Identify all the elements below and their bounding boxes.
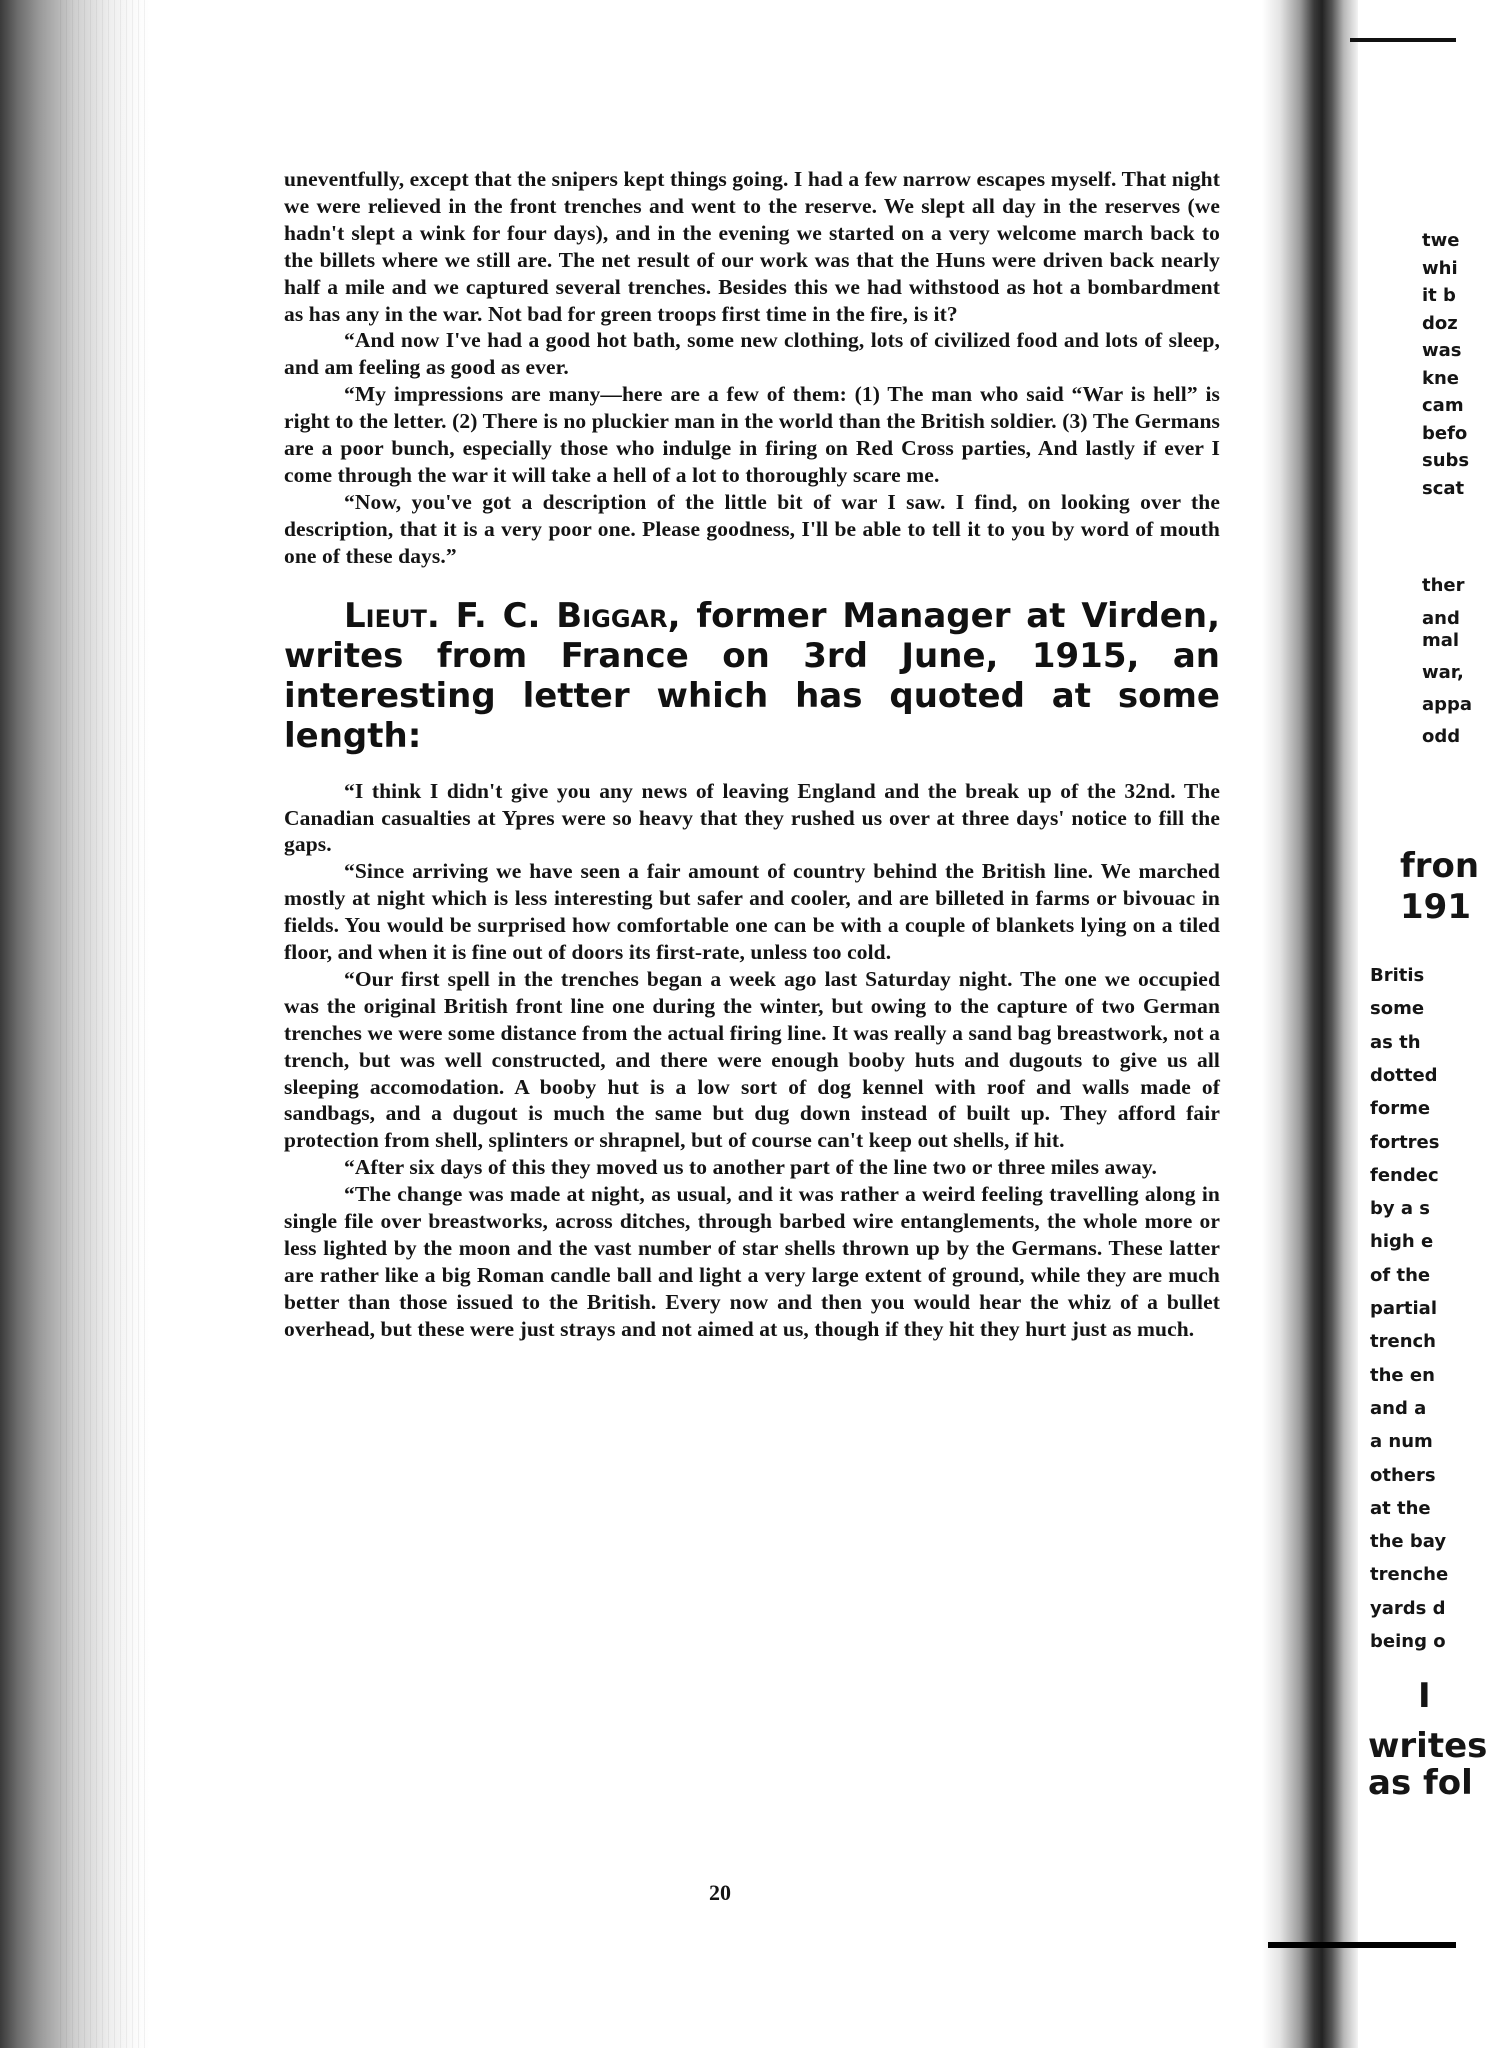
paragraph: “I think I didn't give you any news of leaving England and the break up of the 32nd. The Canadian casualties at Ypres were so heavy that they rushed us over at three days' notice to fill the gaps.	[284, 778, 1220, 857]
page-number: 20	[709, 1880, 731, 1905]
paragraph: “And now I've had a good hot bath, some new clothing, lots of civilized food and lots of sleep, and am feeling as good as ever.	[284, 328, 1220, 380]
right-page-fragment: as fol	[1368, 1763, 1473, 1803]
right-page-fragment: cam	[1422, 395, 1464, 416]
book-gutter-shadow	[1262, 0, 1362, 2048]
right-page-fragment: I	[1418, 1676, 1431, 1716]
right-page-fragment: being o	[1370, 1631, 1446, 1652]
heading-name: Lieut. F. C. Biggar,	[344, 595, 681, 636]
right-page-fragment: others	[1370, 1464, 1436, 1486]
right-page-fragment: high e	[1370, 1231, 1434, 1253]
heading-rest: former Manager at Virden, writes from France on 3rd June, 1915, an interesting letter which has quoted at some length:	[284, 595, 1220, 756]
right-page-fragment: ther	[1422, 575, 1465, 596]
right-page-fragment: kne	[1422, 367, 1459, 389]
section-heading	[284, 596, 1220, 756]
right-page-fragment: fortres	[1370, 1131, 1440, 1153]
right-page-fragment: the bay	[1370, 1531, 1447, 1553]
right-page-fragment: subs	[1422, 450, 1470, 471]
right-page-fragment: it b	[1422, 285, 1456, 306]
right-page-fragment: a num	[1370, 1431, 1433, 1453]
right-page-fragment: befo	[1422, 422, 1468, 444]
right-page-fragment: fendec	[1370, 1164, 1439, 1186]
right-page-fragment: war,	[1422, 662, 1464, 683]
right-page-fragment: twe	[1422, 230, 1460, 251]
text-column	[284, 166, 1220, 1343]
paragraph: “My impressions are many—here are a few of them: (1) The man who said “War is hell” is right to the letter. (2) There is no pluckier man in the world than the British soldier. (3) The Germans are a poor bunch, especially those who indulge in firing on Red Cross parties, And lastly if ever I come through the war it will take a hell of a lot to thoroughly scare me.	[284, 382, 1220, 487]
right-page-fragment: trench	[1370, 1331, 1436, 1353]
right-page-fragment: and a	[1370, 1397, 1427, 1419]
paragraph: “Our first spell in the trenches began a week ago last Saturday night. The one we occupied was the original British front line one during the winter, but owing to the capture of two German trenches we were some distance from the actual firing line. It was really a sand bag breastwork, not a trench, but was well constructed, and there were enough booby huts and dugouts to give us all sleeping accomodation. A booby hut is a low sort of dog kennel with roof and walls made of sandbags, and a dugout is much the same but dug down instead of built up. They afford fair protection from shell, splinters or shrapnel, but of course can't keep out shells, if hit.	[284, 966, 1220, 1153]
right-page-fragment: as th	[1370, 1031, 1421, 1053]
paragraph: “After six days of this they moved us to another part of the line two or three miles away.	[344, 1155, 1158, 1180]
right-page-fragment: whi	[1422, 257, 1458, 279]
right-page-fragment: of the	[1370, 1264, 1431, 1286]
right-page-fragment: the en	[1370, 1364, 1435, 1386]
right-page-fragment: appa	[1422, 694, 1473, 715]
paragraph: uneventfully, except that the snipers kept things going. I had a few narrow escapes myself. That night we were relieved in the front trenches and went to the reserve. We slept all day in the reserves (we hadn't slept a wink for four days), and in the evening we started on a very welcome march back to the billets where we still are. The net result of our work was that the Huns were driven back nearly half a mile and we captured several trenches. Besides this we had withstood as hot a bombardment as has any in the war. Not bad for green troops first time in the fire, is it?	[284, 167, 1220, 326]
right-page-bottom-edge	[1268, 1942, 1456, 1948]
paragraph: “Now, you've got a description of the little bit of war I saw. I find, on looking over the description, that it is a very poor one. Please goodness, I'll be able to tell it to you by word of mouth one of these days.”	[284, 489, 1220, 568]
right-page-fragment: and	[1422, 608, 1460, 629]
page-stack-streaks	[60, 0, 150, 2048]
right-page-fragment: Britis	[1370, 965, 1425, 986]
right-page-fragment: 191	[1400, 887, 1471, 927]
right-page-fragment: at the	[1370, 1497, 1431, 1519]
paragraph: “Since arriving we have seen a fair amount of country behind the British line. We marched mostly at night which is less interesting but safer and cooler, and are billeted in farms or bivouac in fields. You would be surprised how comfortable one can be with a couple of blankets lying on a tiled floor, and when it is fine out of doors its first-rate, unless too cold.	[284, 859, 1220, 965]
right-page-fragment: doz	[1422, 312, 1458, 334]
right-page-fragment: forme	[1370, 1098, 1431, 1120]
right-page-fragment: trenche	[1370, 1564, 1449, 1586]
right-page-top-edge	[1350, 38, 1456, 42]
right-page-fragment: dotted	[1370, 1064, 1438, 1086]
right-page-fragment: writes	[1368, 1726, 1487, 1766]
right-page-fragment: mal	[1422, 630, 1460, 651]
right-page-fragment: some	[1370, 998, 1425, 1020]
right-page-fragment: yards d	[1370, 1597, 1446, 1619]
right-page-fragment: odd	[1422, 726, 1461, 747]
paragraph: “The change was made at night, as usual, and it was rather a weird feeling travelling along in single file over breastworks, across ditches, through barbed wire entanglements, the whole more or less lighted by the moon and the vast number of star shells thrown up by the Germans. These latter are rather like a big Roman candle ball and light a very large extent of ground, while they are much better than those issued to the British. Every now and then you would hear the whiz of a bullet overhead, but these were just strays and not aimed at us, though if they hit they hurt just as much.	[284, 1182, 1220, 1341]
right-page-fragment: fron	[1400, 846, 1480, 886]
right-page-fragment: partial	[1370, 1298, 1437, 1319]
right-page-fragment: by a s	[1370, 1198, 1431, 1220]
right-page-fragment: scat	[1422, 477, 1465, 499]
right-page-fragment: was	[1422, 340, 1462, 361]
